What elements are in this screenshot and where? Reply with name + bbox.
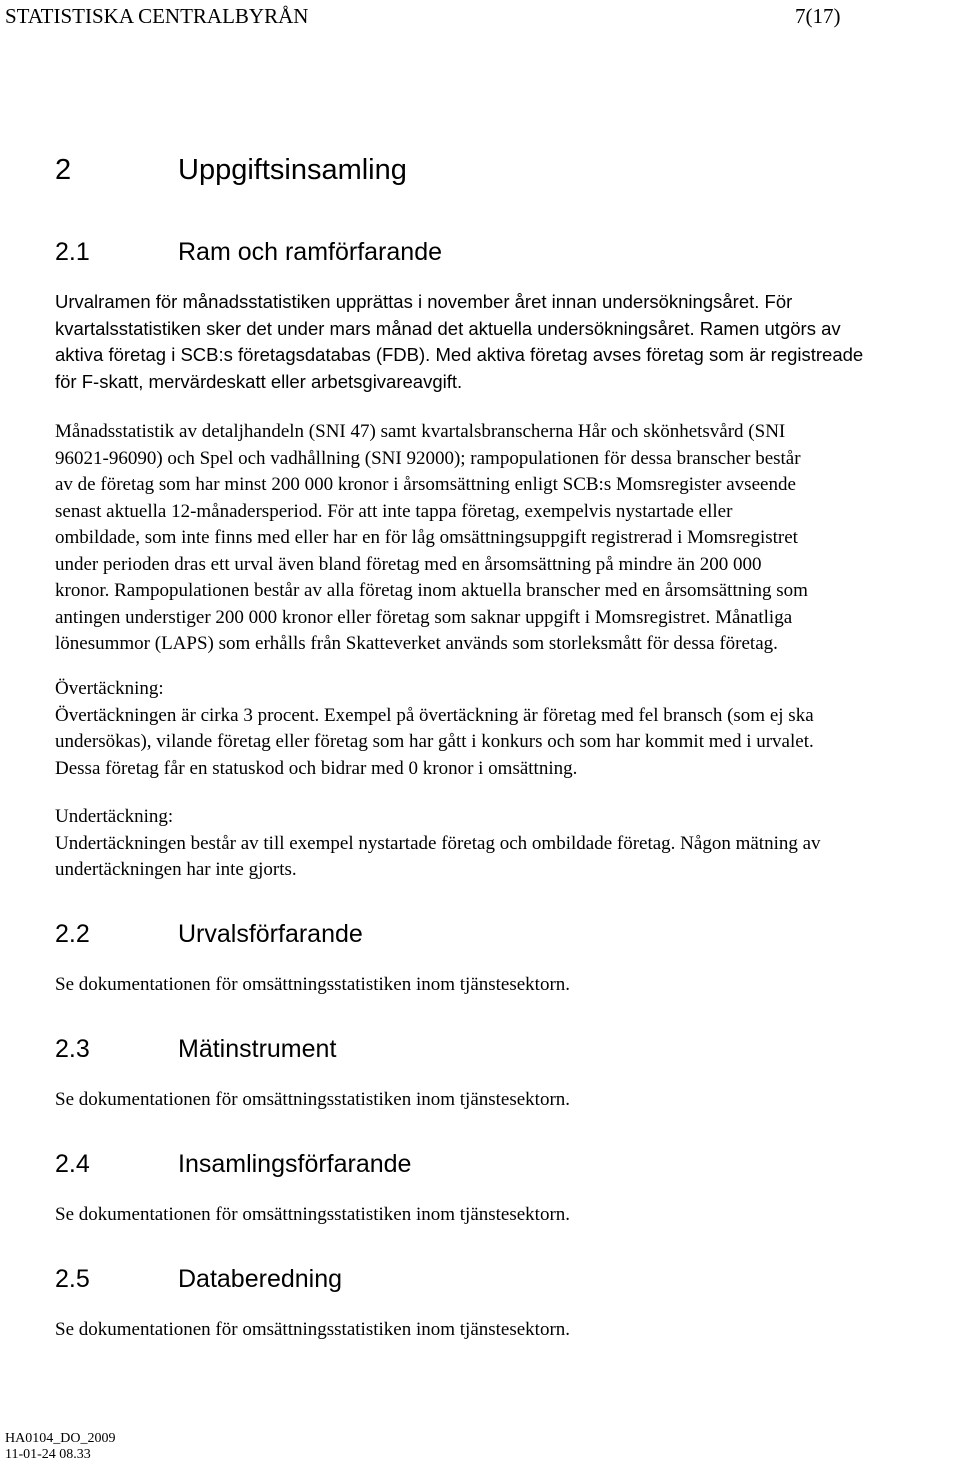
frame-paragraph-2 (55, 419, 960, 658)
header-page-number: 7(17) (795, 4, 841, 28)
section-title: Urvalsförfarande (178, 920, 363, 948)
text-line: 96021-96090) och Spel och vadhållning (SNI 92000); rampopulationen för dessa branscher består (55, 447, 801, 469)
text-line: Månadsstatistik av detaljhandeln (SNI 47) samt kvartalsbranscherna Hår och skönhetsvård (SNI (55, 421, 786, 442)
header-organization: STATISTISKA CENTRALBYRÅN (5, 4, 309, 28)
section-title: Ram och ramförfarande (178, 238, 443, 266)
section-2-5-text: Se dokumentationen för omsättningsstatistiken inom tjänstesektorn. (55, 1319, 571, 1340)
undercoverage-paragraph (55, 804, 960, 884)
overcoverage-paragraph (55, 676, 960, 782)
section-2-2-text: Se dokumentationen för omsättningsstatistiken inom tjänstesektorn. (55, 974, 571, 995)
text-line: av de företag som har minst 200 000 kronor i årsomsättning enligt SCB:s Momsregister avseende (55, 474, 796, 495)
text-line: Dessa företag får en statuskod och bidrar med 0 kronor i omsättning. (55, 757, 578, 779)
text-line: Övertäckningen är cirka 3 procent. Exempel på övertäckning är företag med fel bransch (som ej ska (55, 704, 814, 726)
section-2-5-heading (0, 1265, 960, 1299)
section-title: Databeredning (178, 1265, 343, 1293)
section-2-4-text: Se dokumentationen för omsättningsstatistiken inom tjänstesektorn. (55, 1204, 571, 1225)
section-number: 2 (55, 154, 72, 186)
section-2-2-heading (0, 920, 960, 954)
text-line: antingen understiger 200 000 kronor eller företag som saknar uppgift i Momsregistret. Månatliga (55, 606, 793, 628)
section-number: 2.4 (55, 1150, 90, 1178)
section-2-3-text: Se dokumentationen för omsättningsstatistiken inom tjänstesektorn. (55, 1089, 571, 1110)
text-line: aktiva företag i SCB:s företagsdatabas (FDB). Med aktiva företag avses företag som är registreade (55, 344, 864, 365)
text-line: Urvalramen för månadsstatistiken upprättas i november året innan undersökningsåret. För (55, 291, 793, 312)
text-line: undersökas), vilande företag eller företag som har gått i konkurs och som har kommit med i urvalet. (55, 731, 814, 752)
section-title: Insamlingsförfarande (178, 1150, 412, 1178)
text-line: senast aktuella 12-månadersperiod. För att inte tappa företag, exempelvis nystartade eller (55, 500, 733, 522)
undercoverage-label: Undertäckning: (55, 806, 174, 827)
footer (5, 1431, 115, 1463)
section-number: 2.5 (55, 1265, 90, 1293)
text-line: lönesummor (LAPS) som erhålls från Skatteverket används som storleksmått för dessa företag. (55, 633, 778, 654)
text-line: för F-skatt, mervärdeskatt eller arbetsgivareavgift. (55, 370, 463, 392)
section-number: 2.1 (55, 238, 90, 266)
footer-datetime: 11-01-24 08.33 (5, 1447, 91, 1462)
footer-document-id: HA0104_DO_2009 (5, 1431, 116, 1446)
text-line: kronor. Rampopulationen består av alla företag inom aktuella branscher med en årsomsättning som (55, 580, 808, 601)
section-title: Mätinstrument (178, 1035, 337, 1063)
text-line: ombildade, som inte finns med eller har en för låg omsättningsuppgift registrerad i Momsregistret (55, 527, 798, 548)
section-number: 2.2 (55, 920, 90, 948)
text-line: undertäckningen har inte gjorts. (55, 859, 297, 880)
overcoverage-label: Övertäckning: (55, 678, 164, 699)
text-line: kvartalsstatistiken sker det under mars månad det aktuella undersökningsåret. Ramen utgörs av (55, 317, 841, 339)
section-2-4-heading (0, 1150, 960, 1184)
text-line: Undertäckningen består av till exempel nystartade företag och ombildade företag. Någon mätning av (55, 832, 821, 854)
frame-paragraph-1 (55, 289, 955, 395)
section-title: Uppgiftsinsamling (178, 154, 407, 186)
section-2-1-heading (0, 238, 960, 272)
section-2-3-heading (0, 1035, 960, 1069)
text-line: under perioden dras ett urval även bland företag med en årsomsättning på mindre än 200 000 (55, 553, 762, 575)
section-2-heading (0, 154, 960, 194)
section-number: 2.3 (55, 1035, 90, 1063)
